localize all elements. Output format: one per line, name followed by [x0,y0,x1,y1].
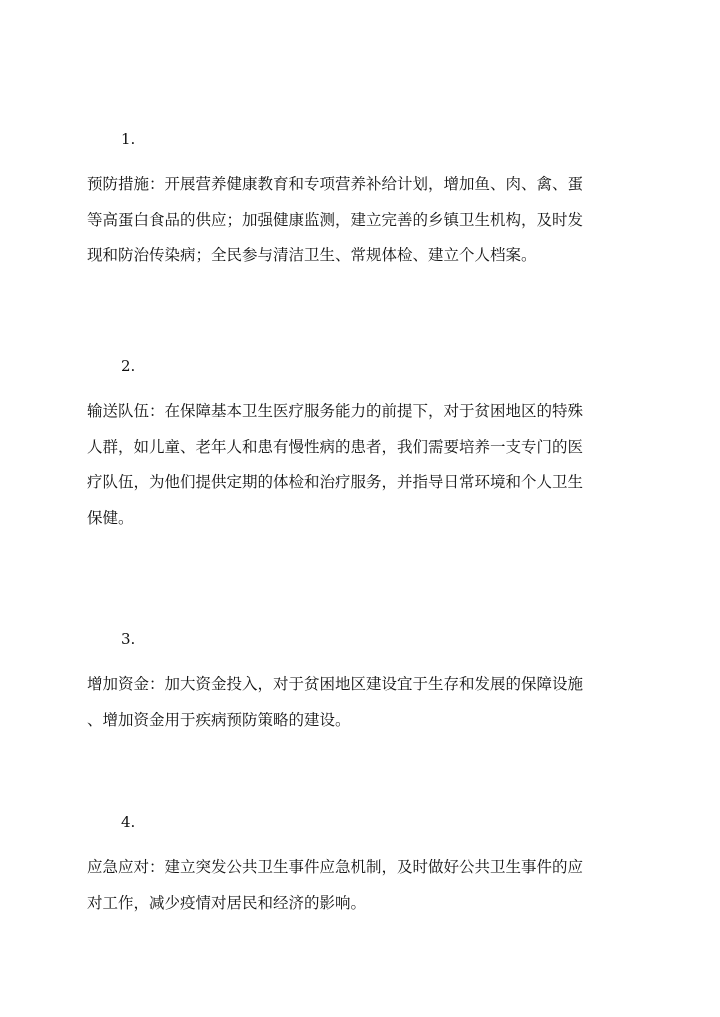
section-4 [87,811,647,921]
paragraph-line: 疗队伍，为他们提供定期的体检和治疗服务，并指导日常环境和个人卫生 [87,473,584,491]
paragraph-line: 输送队伍：在保障基本卫生医疗服务能力的前提下，对于贫困地区的特殊 [87,402,584,420]
paragraph-line: 、增加资金用于疾病预防策略的建设。 [87,710,351,729]
section-paragraph [87,167,647,274]
section-paragraph [87,394,647,536]
paragraph-line: 现和防治传染病；全民参与清洁卫生、常规体检、建立个人档案。 [87,246,537,264]
section-number: 2. [121,357,136,375]
paragraph-line: 对工作，减少疫情对居民和经济的影响。 [87,893,367,912]
section-number: 3. [121,630,136,648]
paragraph-line: 增加资金：加大资金投入，对于贫困地区建设宜于生存和发展的保障设施 [87,675,584,693]
paragraph-line: 预防措施：开展营养健康教育和专项营养补给计划，增加鱼、肉、禽、蛋 [87,175,584,193]
section-paragraph [87,850,647,921]
section-paragraph [87,667,647,738]
paragraph-line: 应急应对：建立突发公共卫生事件应急机制，及时做好公共卫生事件的应 [87,858,584,876]
section-number: 4. [121,813,136,831]
section-3 [87,628,647,738]
section-2 [87,355,647,536]
section-1 [87,128,647,274]
paragraph-line: 保健。 [87,508,134,527]
paragraph-line: 人群，如儿童、老年人和患有慢性病的患者，我们需要培养一支专门的医 [87,437,584,456]
section-number: 1. [121,130,136,148]
paragraph-line: 等高蛋白食品的供应；加强健康监测，建立完善的乡镇卫生机构，及时发 [87,210,584,229]
